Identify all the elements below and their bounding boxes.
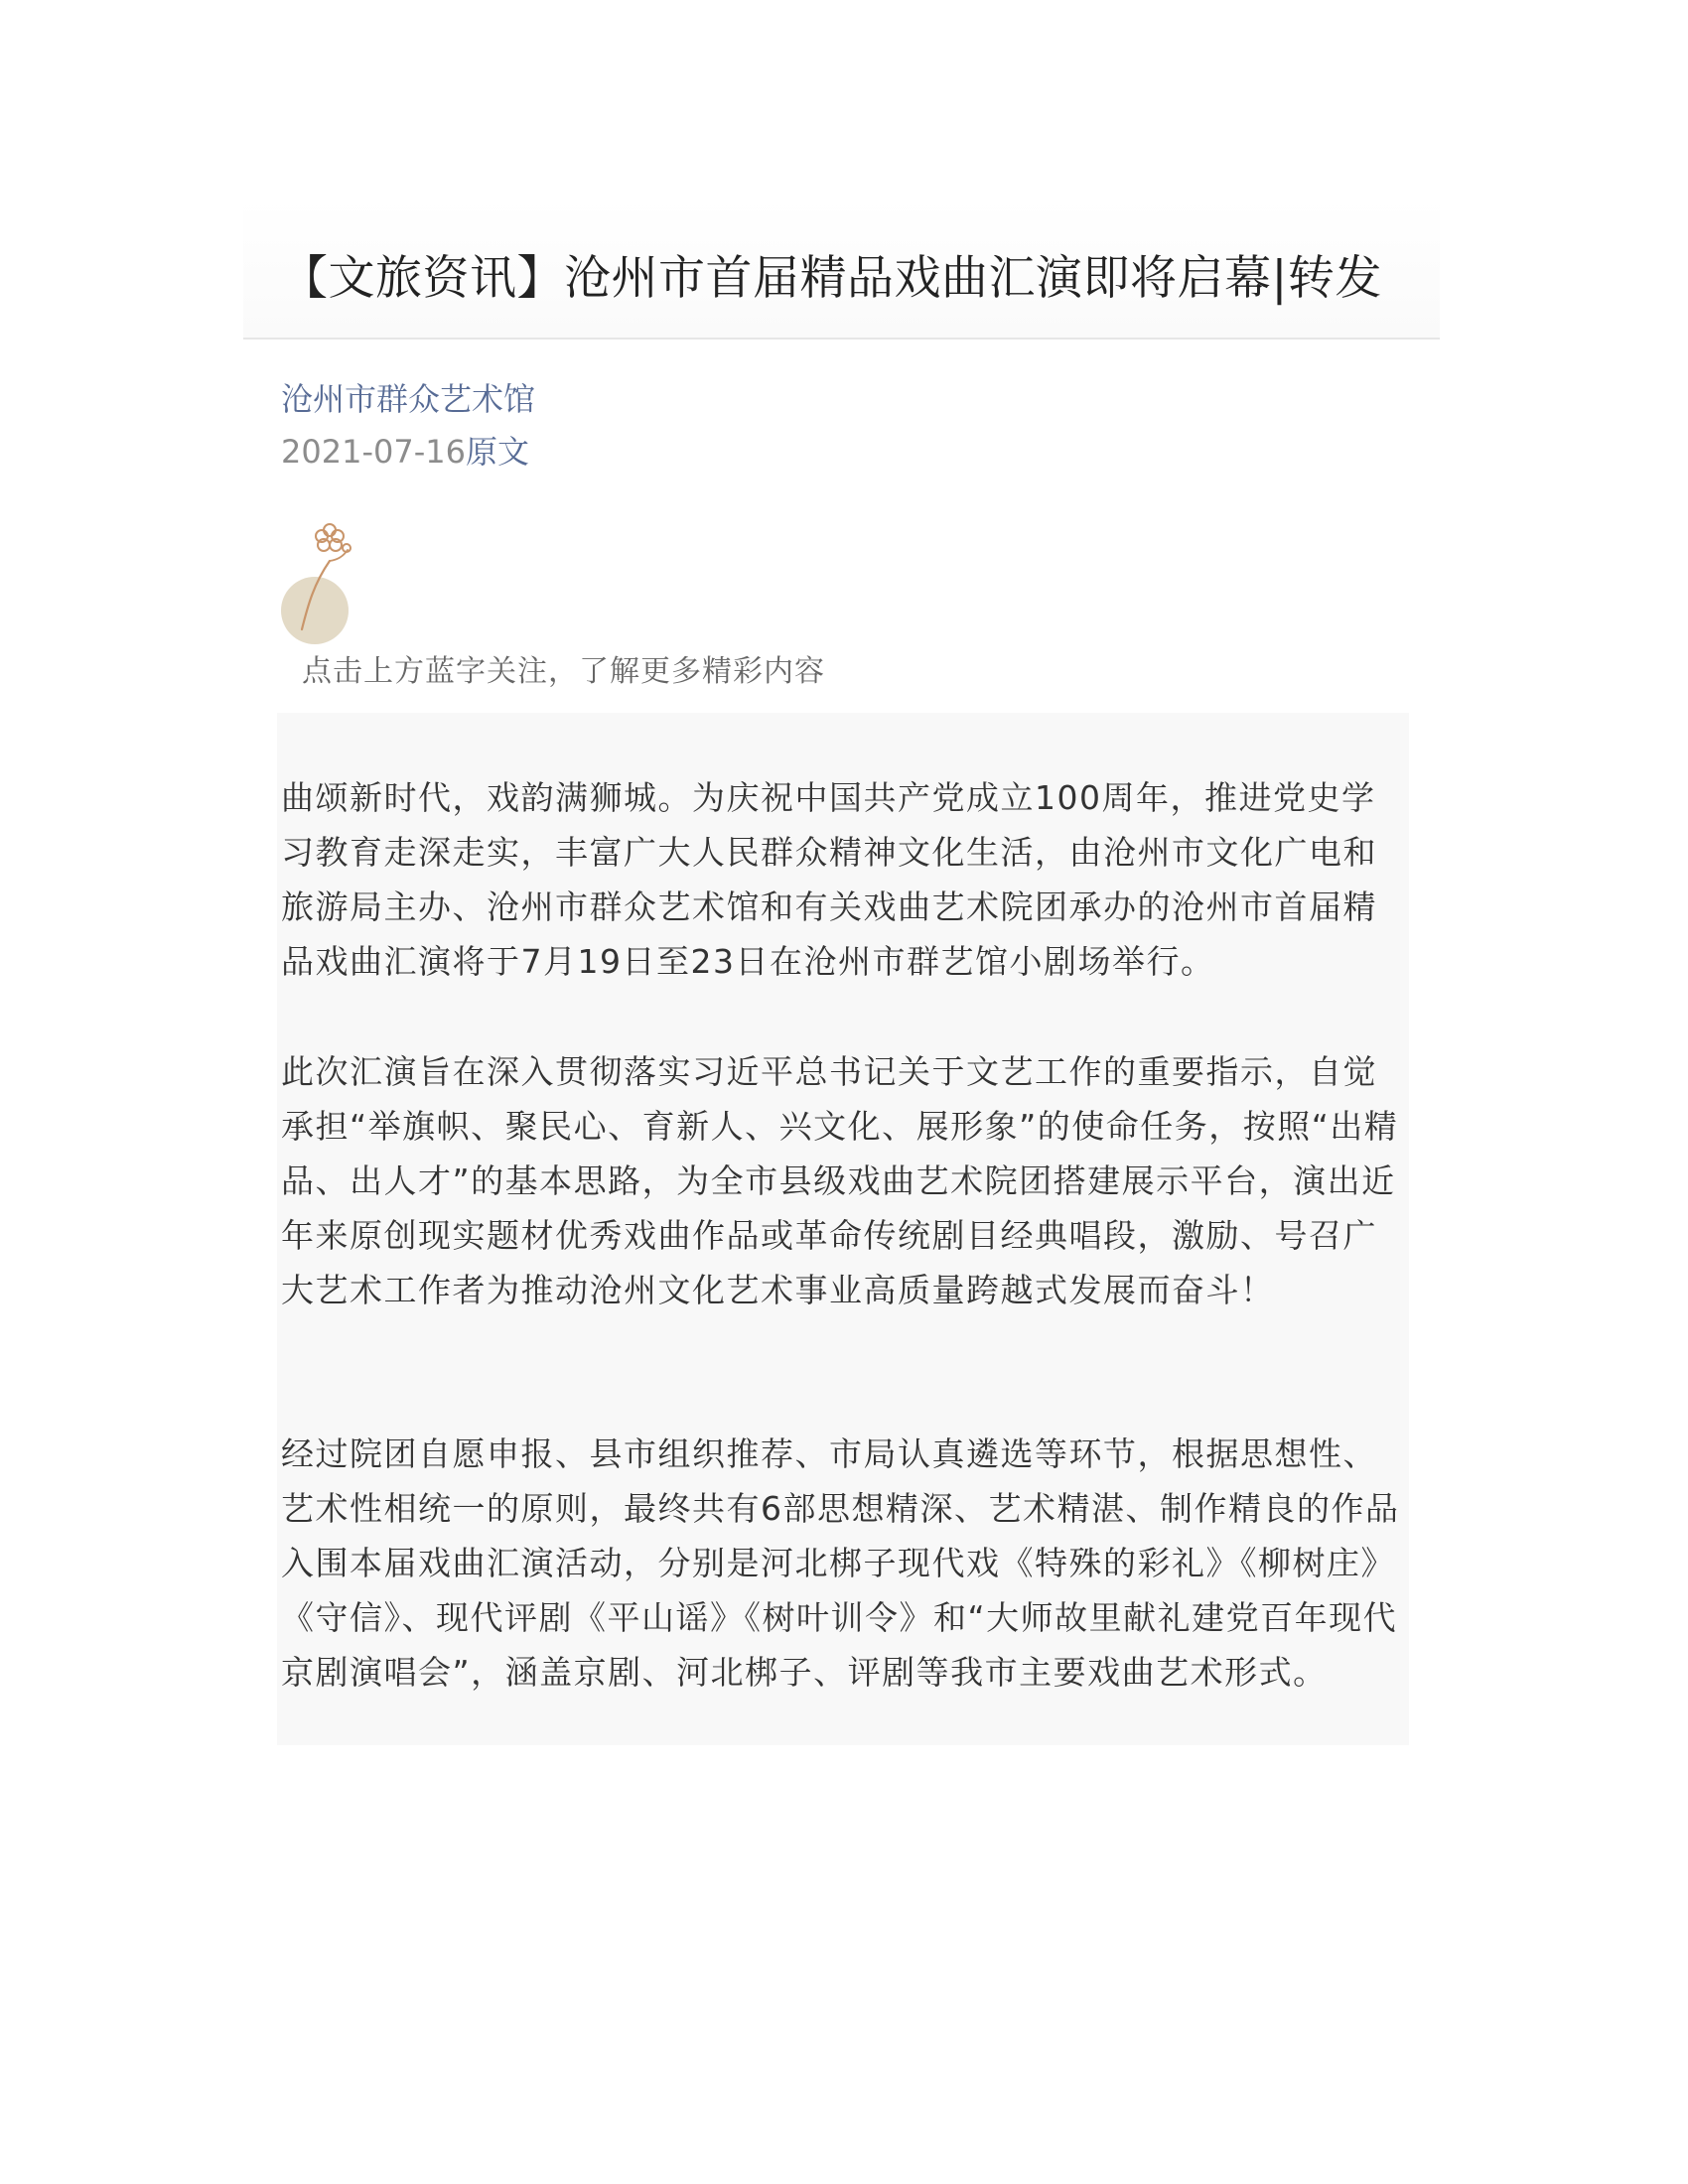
paragraph-1: 曲颂新时代，戏韵满狮城。为庆祝中国共产党成立100周年，推进党史学习教育走深走实，丰富广大人民群众精神文化生活，由沧州市文化广电和旅游局主办、沧州市群众艺术馆和有关戏曲艺术院团承办的沧州市首届精品戏曲汇演将于7月19日至23日在沧州市群艺馆小剧场举行。 xyxy=(281,778,1377,981)
paragraph-2: 此次汇演旨在深入贯彻落实习近平总书记关于文艺工作的重要指示，自觉承担“举旗帜、聚民心、育新人、兴文化、展形象”的使命任务，按照“出精品、出人才”的基本思路，为全市县级戏曲艺术院团搭建展示平台，演出近年来原创现实题材优秀戏曲作品或革命传统剧目经典唱段，激励、号召广大艺术工作者为推动沧州文化艺术事业高质量跨越式发展而奋斗！ xyxy=(281,1052,1399,1309)
publish-date: 2021-07-16 xyxy=(281,433,466,471)
article-title: 【文旅资讯】沧州市首届精品戏曲汇演即将启幕|转发 xyxy=(281,251,1382,306)
source-link[interactable]: 原文 xyxy=(465,433,529,471)
flower-sun-icon xyxy=(278,516,377,645)
meta-line xyxy=(281,430,529,474)
account-name-link[interactable]: 沧州市群众艺术馆 xyxy=(281,380,536,418)
follow-tip: 点击上方蓝字关注，了解更多精彩内容 xyxy=(302,654,825,689)
paragraph-3: 经过院团自愿申报、县市组织推荐、市局认真遴选等环节，根据思想性、艺术性相统一的原则，最终共有6部思想精深、艺术精湛、制作精良的作品入围本届戏曲汇演活动，分别是河北梆子现代戏《特殊的彩礼》《柳树庄》《守信》、现代评剧《平山谣》《树叶训令》和“大师故里献礼建党百年现代京剧演唱会”，涵盖京剧、河北梆子、评剧等我市主要戏曲艺术形式。 xyxy=(281,1434,1400,1692)
